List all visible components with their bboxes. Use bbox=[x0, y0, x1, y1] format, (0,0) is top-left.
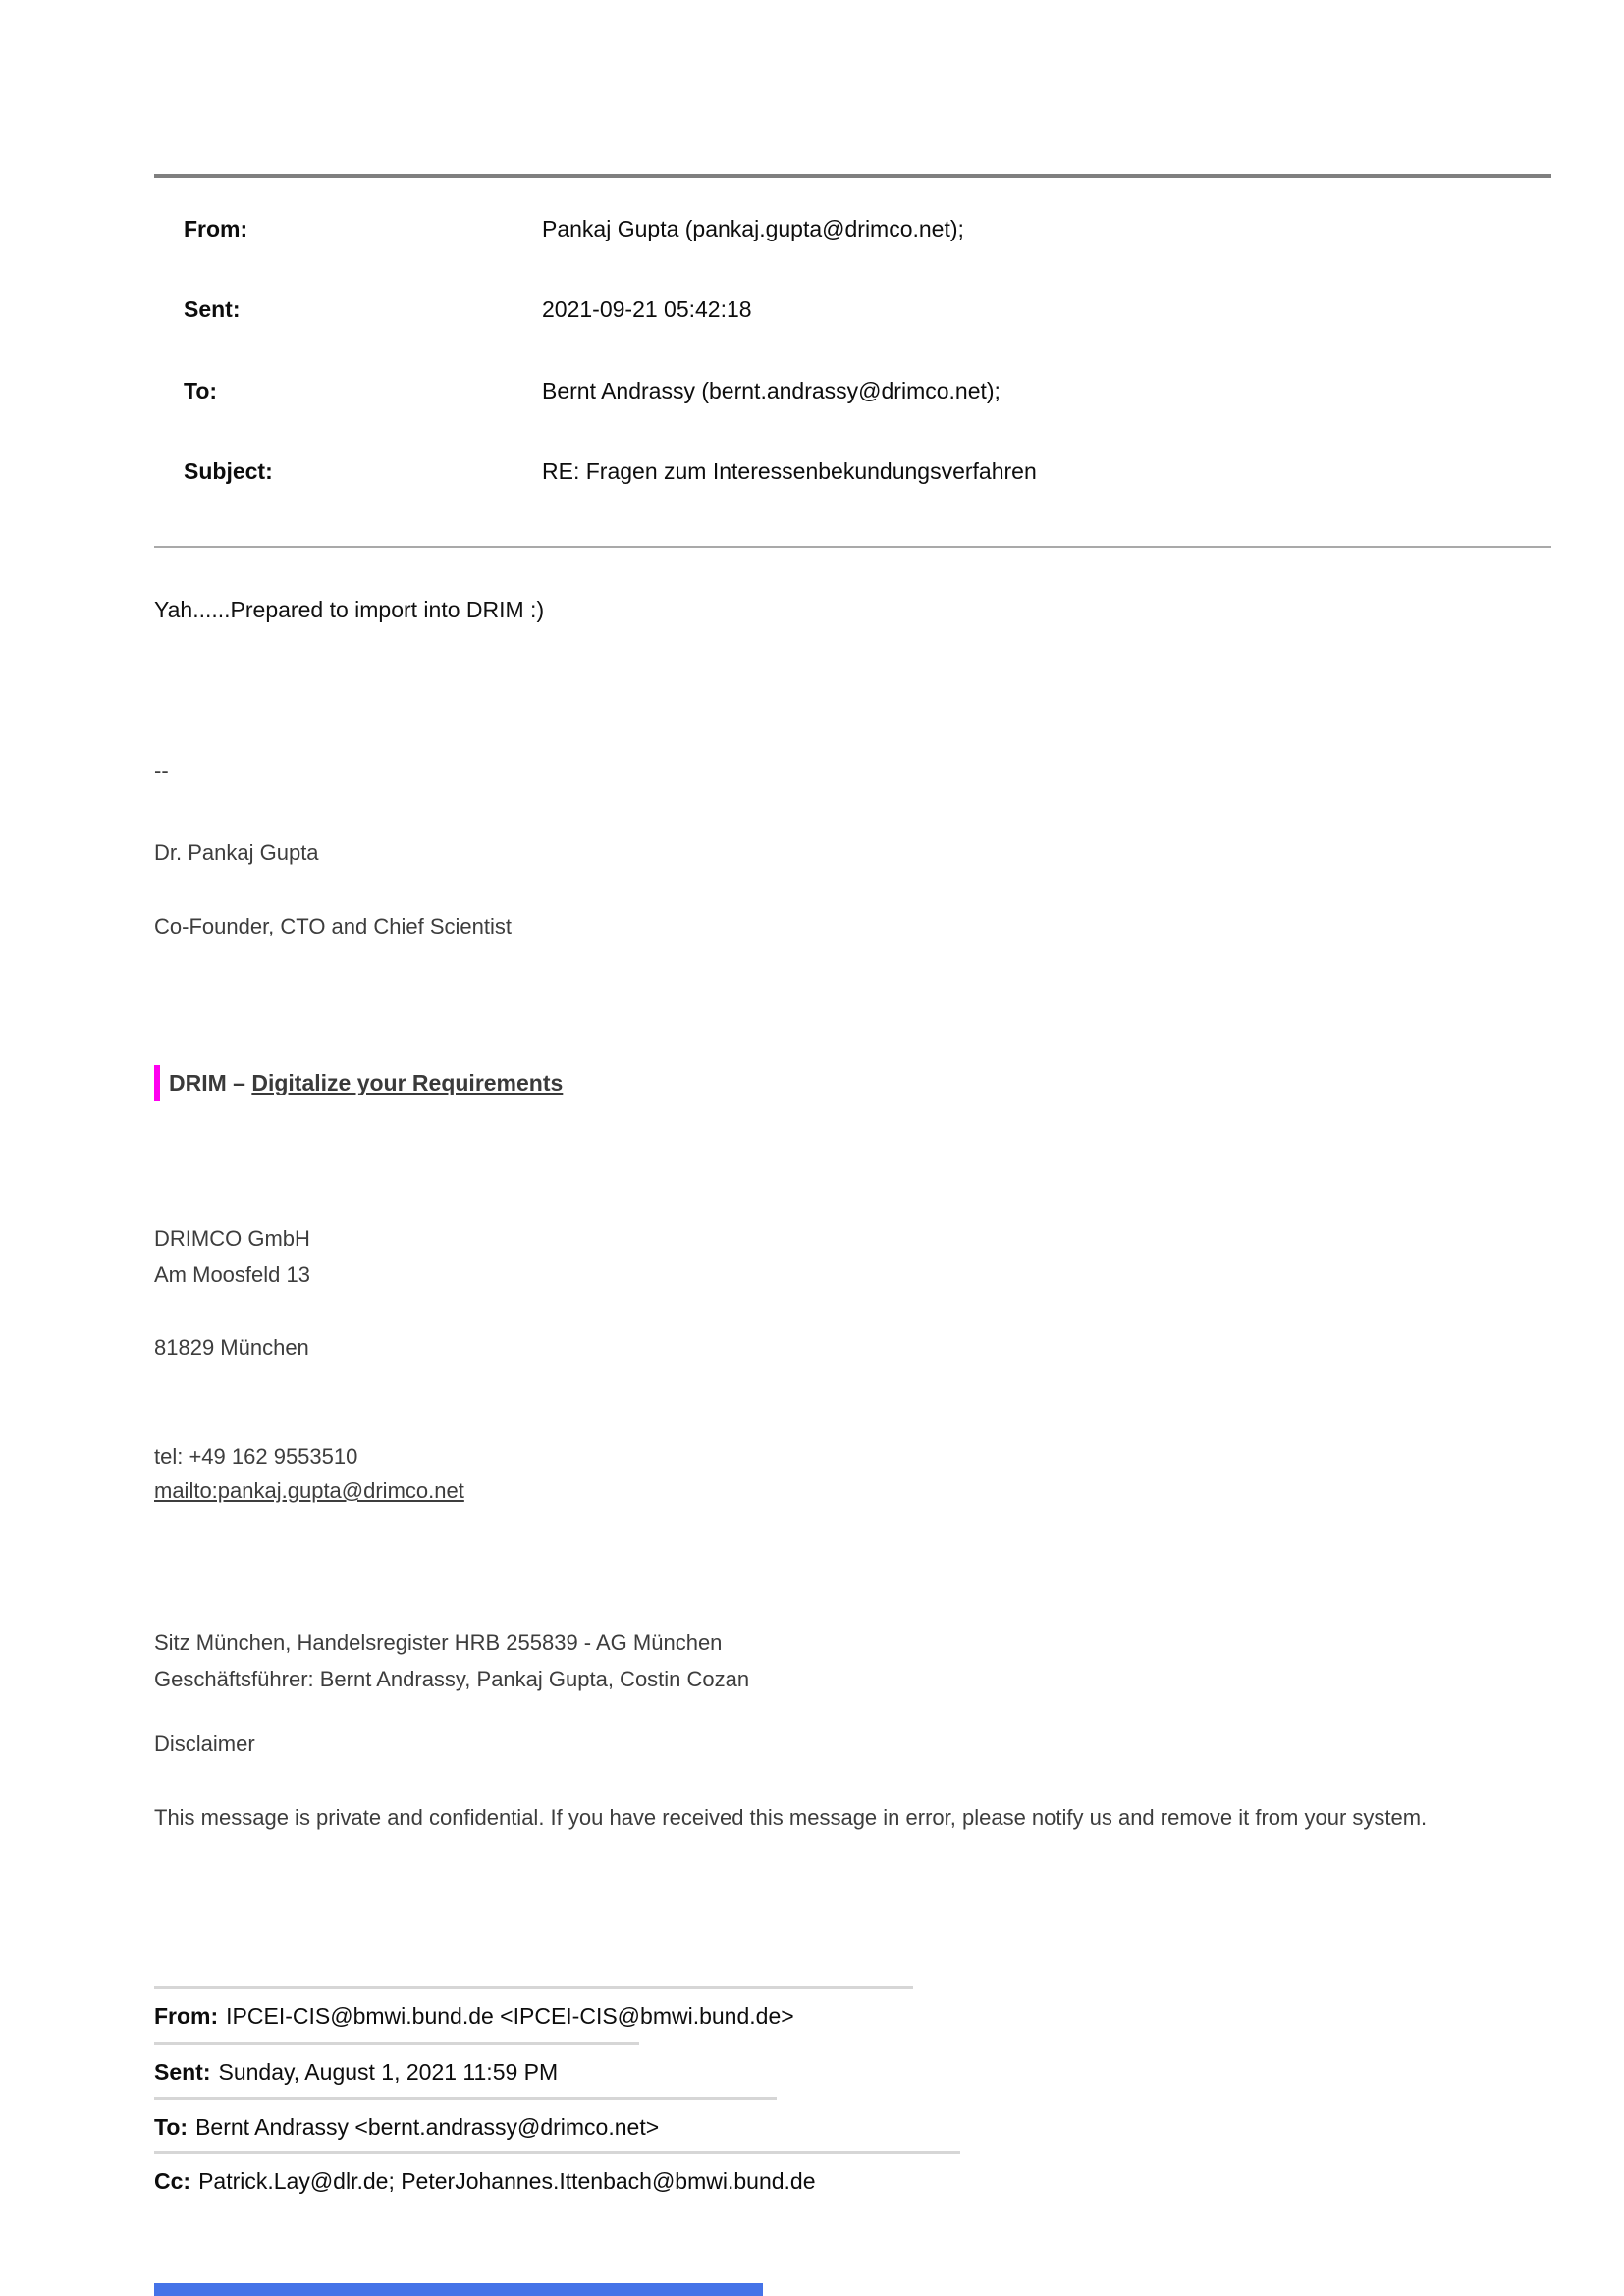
company-name: DRIMCO GmbH bbox=[154, 1226, 310, 1251]
signature-name: Dr. Pankaj Gupta bbox=[154, 840, 319, 865]
quoted-to-value: Bernt Andrassy <bernt.andrassy@drimco.net> bbox=[195, 2114, 660, 2140]
quoted-from-label: From: bbox=[154, 2003, 219, 2029]
quoted-sent-label: Sent: bbox=[154, 2059, 211, 2085]
quoted-divider-1 bbox=[154, 1986, 913, 1989]
quoted-cc-row bbox=[154, 2168, 816, 2195]
header-top-rule bbox=[154, 174, 1551, 178]
magenta-accent-bar bbox=[154, 1065, 160, 1101]
quoted-sent-value: Sunday, August 1, 2021 11:59 PM bbox=[218, 2059, 559, 2085]
quoted-divider-3 bbox=[154, 2097, 777, 2100]
quoted-from-value: IPCEI-CIS@bmwi.bund.de <IPCEI-CIS@bmwi.bund.de> bbox=[226, 2003, 794, 2029]
drim-tagline bbox=[154, 1065, 563, 1101]
mailto-line bbox=[154, 1478, 464, 1504]
company-city: 81829 München bbox=[154, 1335, 309, 1360]
header-bottom-rule bbox=[154, 546, 1551, 548]
signature-role: Co-Founder, CTO and Chief Scientist bbox=[154, 914, 512, 938]
company-street: Am Moosfeld 13 bbox=[154, 1262, 310, 1287]
quoted-to-row bbox=[154, 2114, 659, 2141]
registry-line-1: Sitz München, Handelsregister HRB 255839 - AG München bbox=[154, 1630, 723, 1655]
drim-tagline-text bbox=[169, 1070, 563, 1096]
signature-delimiter: -- bbox=[154, 758, 169, 782]
to-label: To: bbox=[184, 378, 218, 403]
from-label: From: bbox=[184, 216, 248, 241]
registry-line-2: Geschäftsführer: Bernt Andrassy, Pankaj Gupta, Costin Cozan bbox=[154, 1667, 750, 1691]
quoted-sent-row bbox=[154, 2059, 558, 2086]
subject-label: Subject: bbox=[184, 458, 273, 484]
sent-label: Sent: bbox=[184, 296, 241, 322]
quoted-divider-4 bbox=[154, 2151, 960, 2154]
mailto-link[interactable]: mailto:pankaj.gupta@drimco.net bbox=[154, 1478, 464, 1503]
quoted-cc-value: Patrick.Lay@dlr.de; PeterJohannes.Ittenbach@bmwi.bund.de bbox=[198, 2168, 816, 2194]
from-value: Pankaj Gupta (pankaj.gupta@drimco.net); bbox=[542, 216, 964, 241]
greeting-text: Yah......Prepared to import into DRIM :) bbox=[154, 597, 545, 622]
to-value: Bernt Andrassy (bernt.andrassy@drimco.net); bbox=[542, 378, 1001, 403]
quoted-cc-label: Cc: bbox=[154, 2168, 191, 2194]
quoted-divider-2 bbox=[154, 2042, 639, 2045]
subject-value: RE: Fragen zum Interessenbekundungsverfahren bbox=[542, 458, 1037, 484]
digitalize-requirements-link[interactable]: Digitalize your Requirements bbox=[251, 1070, 564, 1095]
sent-value: 2021-09-21 05:42:18 bbox=[542, 296, 752, 322]
clipped-blue-bar bbox=[154, 2283, 763, 2296]
quoted-to-label: To: bbox=[154, 2114, 189, 2140]
phone-line: tel: +49 162 9553510 bbox=[154, 1444, 358, 1468]
drim-tagline-prefix: DRIM – bbox=[169, 1070, 252, 1095]
quoted-from-row bbox=[154, 2003, 794, 2030]
disclaimer-heading: Disclaimer bbox=[154, 1732, 255, 1756]
disclaimer-text: This message is private and confidential. If you have received this message in error, please notify us and remove it from your system. bbox=[154, 1805, 1428, 1830]
